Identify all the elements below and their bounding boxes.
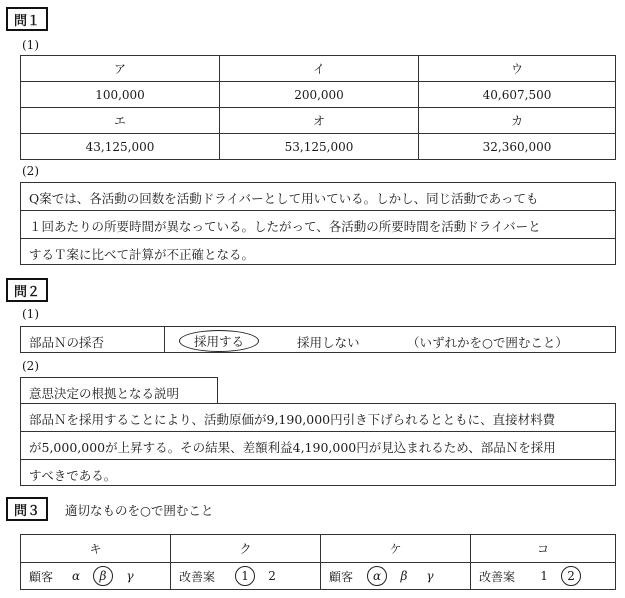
q2-explain-box xyxy=(20,403,616,486)
q1-answer-line-1: Q案では、各活動の回数を活動ドライバーとして用いている。しかし、同じ活動であっても xyxy=(29,191,539,206)
q3-head-ke: ケ xyxy=(321,535,471,563)
q1-head-u: ウ xyxy=(419,56,616,82)
q3-answer-table xyxy=(20,534,616,590)
q1-answer-box xyxy=(20,182,616,265)
q3-cell-ko xyxy=(471,563,616,590)
q1-val-o: 53,125,000 xyxy=(220,134,419,160)
q1-val-i: 200,000 xyxy=(220,82,419,108)
q3-cell-ki xyxy=(21,563,171,590)
q3-option-circled[interactable]: β xyxy=(93,566,113,586)
q1-answer-line-2: １回あたりの所要時間が異なっている。したがって、各活動の所要時間を活動ドライバーと xyxy=(29,219,541,234)
q1-head-o: オ xyxy=(220,108,419,134)
q1-sub2-label: (2) xyxy=(22,164,39,178)
q2-explain-line-1: 部品Ｎを採用することにより、活動原価が9,190,000円引き下げられるとともに、直接材料費 xyxy=(29,412,556,427)
q2-explain-line-3: すべきである。 xyxy=(29,468,117,483)
q1-val-a: 100,000 xyxy=(21,82,220,108)
q1-head-e: エ xyxy=(21,108,220,134)
q3-option[interactable]: γ xyxy=(426,569,434,583)
q2-label: 問２ xyxy=(6,278,48,302)
q3-option[interactable]: β xyxy=(400,569,408,583)
q2-choice-label: 部品Ｎの採否 xyxy=(29,335,105,350)
q3-option[interactable]: 1 xyxy=(540,569,548,583)
divider xyxy=(164,327,165,352)
q2-sub1-label: (1) xyxy=(22,307,39,321)
q3-option-circled[interactable]: 2 xyxy=(561,566,581,586)
q3-option-circled[interactable]: 1 xyxy=(235,566,255,586)
q3-cell-word: 改善案 xyxy=(179,569,216,584)
ruled-line xyxy=(21,210,615,211)
q1-val-u: 40,607,500 xyxy=(419,82,616,108)
q1-answer-line-3: するＴ案に比べて計算が不正確となる。 xyxy=(29,247,255,262)
q2-explain-header-box xyxy=(20,377,218,404)
q3-option[interactable]: 2 xyxy=(268,569,276,583)
q1-head-a: ア xyxy=(21,56,220,82)
q1-head-i: イ xyxy=(220,56,419,82)
q3-cell-word: 改善案 xyxy=(479,569,516,584)
q2-choice-box xyxy=(20,326,616,353)
q2-option-other[interactable]: 採用しない xyxy=(297,335,360,350)
q3-cell-ke xyxy=(321,563,471,590)
q3-instruction: 適切なものを○で囲むこと xyxy=(65,503,214,518)
q1-answer-table xyxy=(20,55,616,160)
q3-cell-word: 顧客 xyxy=(329,569,354,584)
q3-cell-word: 顧客 xyxy=(29,569,54,584)
q1-val-ka: 32,360,000 xyxy=(419,134,616,160)
q3-head-ku: ク xyxy=(171,535,321,563)
q1-label: 問１ xyxy=(6,7,48,31)
q2-explain-line-2: が5,000,000が上昇する。その結果、差額利益4,190,000円が見込まれるため、部品Ｎを採用 xyxy=(29,440,556,455)
q2-option-selected-text: 採用する xyxy=(194,334,245,349)
q3-head-ko: コ xyxy=(471,535,616,563)
q3-cell-ku xyxy=(171,563,321,590)
ruled-line xyxy=(21,459,615,460)
q3-label: 問３ xyxy=(6,497,48,521)
ruled-line xyxy=(21,238,615,239)
answer-circle xyxy=(179,330,259,352)
q1-val-e: 43,125,000 xyxy=(21,134,220,160)
q2-explain-label: 意思決定の根拠となる説明 xyxy=(29,386,180,401)
q1-sub1-label: (1) xyxy=(22,38,39,52)
q2-instruction: （いずれかを○で囲むこと） xyxy=(407,335,568,350)
ruled-line xyxy=(21,431,615,432)
q3-head-ki: キ xyxy=(21,535,171,563)
q3-option-circled[interactable]: α xyxy=(367,566,387,586)
q3-option[interactable]: γ xyxy=(126,569,134,583)
q2-option-selected[interactable] xyxy=(179,330,259,352)
q2-sub2-label: (2) xyxy=(22,359,39,373)
q1-head-ka: カ xyxy=(419,108,616,134)
q3-option[interactable]: α xyxy=(71,569,81,583)
